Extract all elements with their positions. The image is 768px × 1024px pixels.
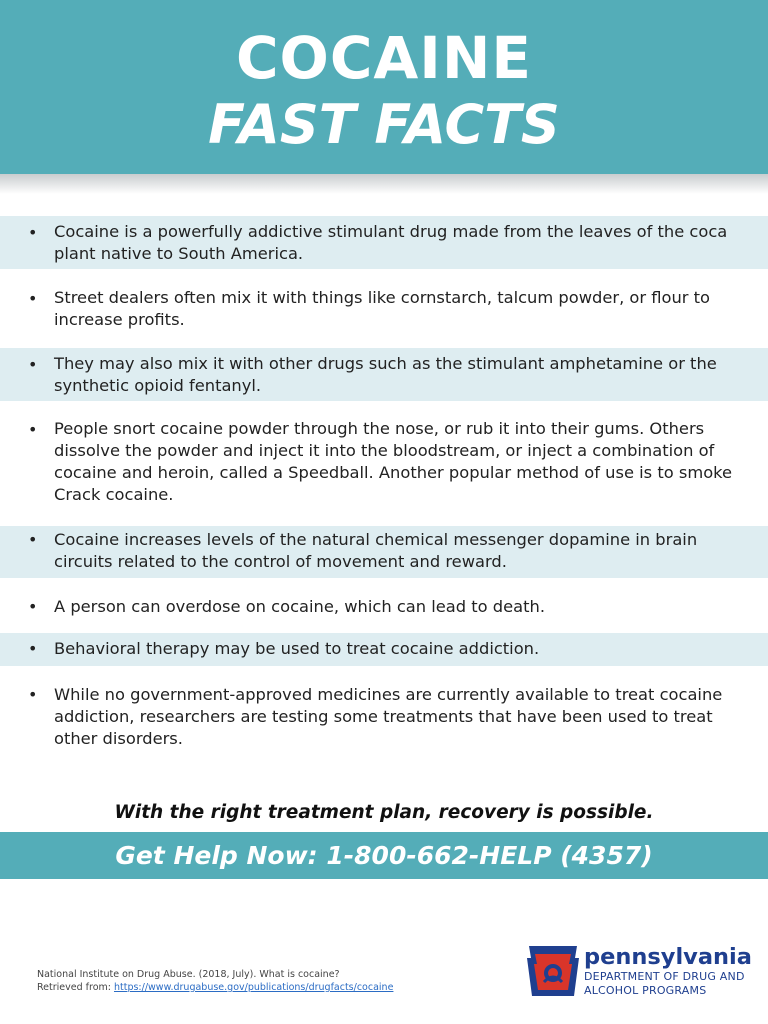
- fact-text: A person can overdose on cocaine, which can lead to death.: [54, 597, 545, 616]
- bullet: •: [28, 530, 38, 549]
- tagline: With the right treatment plan, recovery is possible.: [114, 802, 654, 823]
- fact-text: Cocaine is a powerfully addictive stimulant drug made from the leaves of the coca plant native to South America.: [54, 222, 728, 263]
- bullet: •: [28, 420, 38, 439]
- title-line1: COCAINE: [235, 24, 533, 92]
- logo-text: [584, 944, 752, 998]
- fact-item: [0, 348, 768, 401]
- citation: [37, 968, 393, 994]
- fact-text: Behavioral therapy may be used to treat cocaine addiction.: [54, 639, 540, 658]
- logo-dept-line1: DEPARTMENT OF DRUG AND: [584, 970, 745, 983]
- fact-item: [0, 591, 768, 624]
- fact-item: [0, 413, 768, 513]
- fact-text: While no government-approved medicines are currently available to treat cocaine addiction, researchers are testing some treatments that have been used to treat other disorders.: [54, 685, 723, 748]
- citation-prefix: Retrieved from:: [37, 982, 114, 993]
- helpline-text: Get Help Now: 1-800-662-HELP (4357): [115, 841, 653, 870]
- logo-dept-line2: ALCOHOL PROGRAMS: [584, 984, 707, 997]
- header-banner: [0, 0, 768, 174]
- fact-text: People snort cocaine powder through the nose, or rub it into their gums. Others dissolve the powder and inject it into the bloodstream, or inject a combination of cocaine and heroin, called a Speedball. Another popular method of use is to smoke Crack cocaine.: [54, 419, 733, 504]
- fact-item: [0, 282, 768, 335]
- fact-item: [0, 526, 768, 578]
- fact-item: [0, 216, 768, 269]
- citation-link[interactable]: https://www.drugabuse.gov/publications/drugfacts/cocaine: [113, 982, 394, 993]
- logo-name: pennsylvania: [584, 944, 752, 970]
- bullet: •: [28, 355, 38, 374]
- help-bar: [0, 832, 768, 879]
- bullet: •: [28, 685, 38, 704]
- header-shadow: [0, 174, 768, 194]
- fact-text: Cocaine increases levels of the natural chemical messenger dopamine in brain circuits related to the control of movement and reward.: [54, 530, 698, 571]
- bullet: •: [28, 597, 38, 616]
- bullet: •: [28, 289, 38, 308]
- citation-line1: National Institute on Drug Abuse. (2018, July). What is cocaine?: [37, 969, 340, 980]
- fact-text: Street dealers often mix it with things like cornstarch, talcum powder, or flour to increase profits.: [54, 288, 711, 329]
- bullet: •: [28, 223, 38, 242]
- citation-line2: [37, 981, 393, 994]
- bullet: •: [28, 639, 38, 658]
- fact-item: [0, 633, 768, 666]
- title-line2: FAST FACTS: [208, 93, 560, 156]
- fact-text: They may also mix it with other drugs such as the stimulant amphetamine or the synthetic opioid fentanyl.: [54, 354, 717, 395]
- pennsylvania-keystone-icon: [526, 942, 580, 998]
- fact-item: [0, 679, 768, 754]
- pa-ddap-logo: [526, 942, 752, 1002]
